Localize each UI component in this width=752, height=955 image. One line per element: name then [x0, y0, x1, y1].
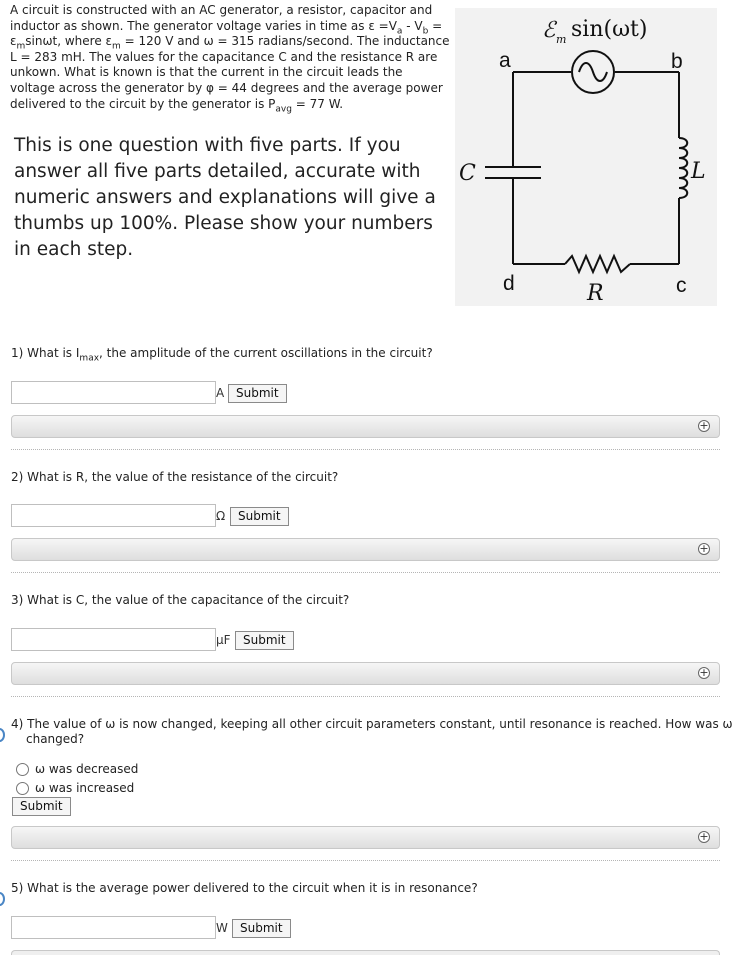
help-icon[interactable]	[0, 728, 5, 742]
q1-sub: max	[79, 353, 100, 364]
question-5-text: 5) What is the average power delivered to the circuit when it is in resonance?	[11, 881, 478, 895]
node-a-label: a	[499, 49, 511, 72]
intro-sub: b	[422, 25, 429, 36]
intro-sub: m	[16, 41, 26, 52]
expand-bar-1[interactable]	[11, 415, 720, 438]
answer-input-3[interactable]	[11, 628, 216, 651]
intro-text: sinωt, where ε	[25, 34, 113, 49]
unit-label-2: Ω	[216, 509, 226, 523]
radio-circle-icon[interactable]	[16, 782, 29, 795]
divider	[11, 696, 720, 697]
radio-label: ω was decreased	[35, 762, 139, 776]
inductor-label: L	[691, 159, 706, 184]
intro-sub: avg	[275, 103, 292, 114]
problem-statement	[10, 3, 450, 112]
expand-bar-2[interactable]	[11, 538, 720, 561]
radio-circle-icon[interactable]	[16, 763, 29, 776]
help-icon[interactable]	[0, 892, 5, 906]
q1-post: , the amplitude of the current oscillations in the circuit?	[99, 346, 433, 360]
capacitor-label: C	[459, 161, 476, 186]
q4-line2: changed?	[26, 732, 85, 746]
question-1-text	[11, 346, 433, 363]
q1-pre: 1) What is I	[11, 346, 80, 360]
node-d-label: d	[503, 272, 515, 295]
answer-input-2[interactable]	[11, 504, 216, 527]
divider	[11, 860, 720, 861]
unit-label-1: A	[216, 386, 225, 400]
unit-label-3: μF	[216, 633, 231, 647]
answer-input-1[interactable]	[11, 381, 216, 404]
q4-line1: 4) The value of ω is now changed, keeping all other circuit parameters constant, until resonance is reached. How was ω	[11, 717, 733, 731]
radio-option-increased[interactable]	[16, 781, 134, 795]
sine-wave-icon	[579, 63, 607, 81]
resistor-zigzag-icon	[565, 256, 630, 272]
question-4-text	[11, 717, 733, 746]
plus-icon[interactable]: +	[699, 419, 709, 432]
expand-bar-5[interactable]	[11, 950, 720, 955]
submit-button-4[interactable]: Submit	[12, 797, 71, 816]
unit-label-5: W	[216, 921, 228, 935]
source-eq-m: m	[556, 33, 567, 46]
submit-button-5[interactable]: Submit	[232, 919, 291, 938]
divider	[11, 572, 720, 573]
intro-text: A circuit is constructed with an AC generator, a resistor, capacitor and inductor as shown. The generator voltage varies in time as ε =V	[10, 3, 433, 33]
plus-icon[interactable]: +	[699, 542, 709, 555]
node-c-label: c	[676, 274, 687, 297]
inductor-coil-icon	[679, 138, 687, 198]
node-b-label: b	[671, 50, 683, 73]
plus-icon[interactable]: +	[699, 830, 709, 843]
radio-label: ω was increased	[35, 781, 135, 795]
intro-text: = 120 V and ω = 315 radians/second. The inductance L = 283 mH. The values for the capacitance C and the resistance R are unkown. What is known is that the current in the circuit leads the voltage across the generator by φ = 44 degrees and the average power delivered to the circuit by the generator is P	[10, 34, 450, 111]
intro-sub: a	[396, 25, 403, 36]
intro-text: = ε	[10, 18, 443, 49]
question-3-text: 3) What is C, the value of the capacitance of the circuit?	[11, 593, 350, 607]
submit-button-3[interactable]: Submit	[235, 631, 294, 650]
submit-button-1[interactable]: Submit	[228, 384, 287, 403]
source-eq-rest: sin(ωt)	[571, 17, 648, 42]
radio-option-decreased[interactable]	[16, 762, 138, 776]
answer-input-5[interactable]	[11, 916, 216, 939]
expand-bar-3[interactable]	[11, 662, 720, 685]
divider	[11, 449, 720, 450]
intro-text: - V	[402, 18, 423, 33]
question-2-text: 2) What is R, the value of the resistance of the circuit?	[11, 470, 339, 484]
plus-icon[interactable]: +	[699, 666, 709, 679]
promo-text: This is one question with five parts. If you answer all five parts detailed, accurate with numeric answers and explanations will give a thumbs up 100%. Please show your numbers in each step.	[14, 135, 436, 260]
resistor-label: R	[587, 281, 604, 306]
source-eq-e: ℰ	[542, 18, 556, 43]
intro-text: = 77 W.	[291, 96, 344, 111]
intro-sub: m	[112, 41, 121, 52]
submit-button-2[interactable]: Submit	[230, 507, 289, 526]
circuit-diagram	[455, 8, 717, 306]
expand-bar-4[interactable]	[11, 826, 720, 849]
